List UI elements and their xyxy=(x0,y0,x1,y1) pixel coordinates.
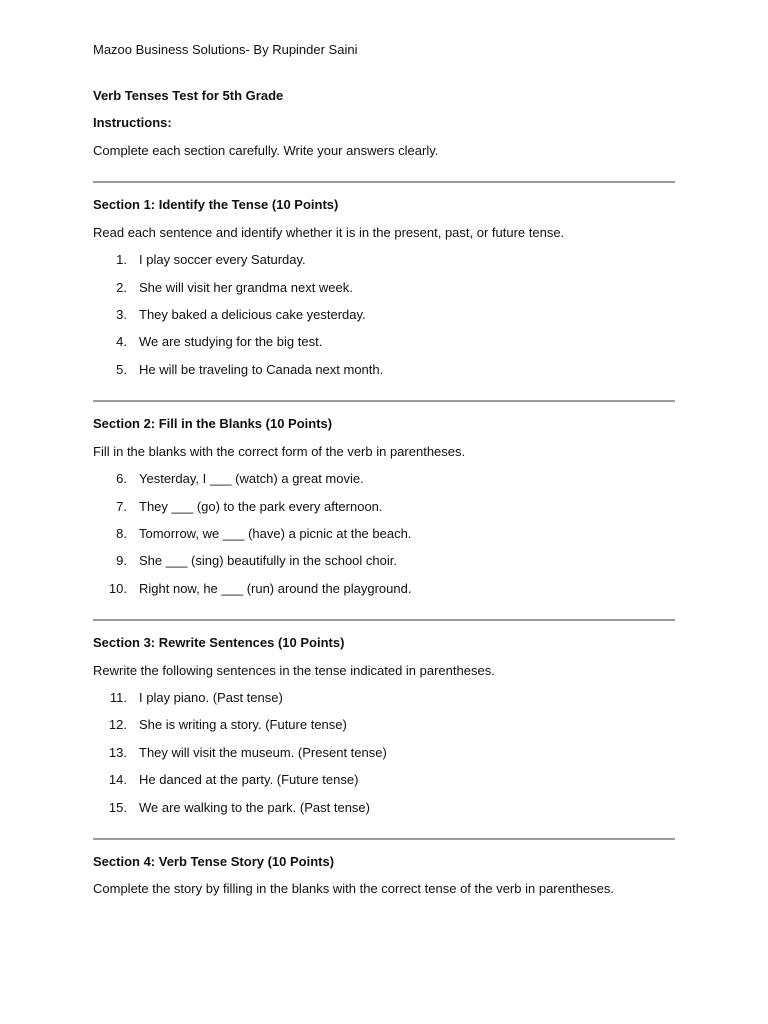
list-item xyxy=(93,800,370,816)
list-item xyxy=(93,553,397,569)
section-divider xyxy=(93,619,675,621)
item-text: She ___ (sing) beautifully in the school choir. xyxy=(139,553,397,568)
item-number: 5. xyxy=(116,362,127,377)
item-number: 9. xyxy=(116,553,127,568)
section-1-intro: Read each sentence and identify whether it is in the present, past, or future tense. xyxy=(93,225,565,240)
document-title: Verb Tenses Test for 5th Grade xyxy=(93,88,284,103)
list-item xyxy=(93,581,411,597)
section-2-heading: Section 2: Fill in the Blanks (10 Points) xyxy=(93,416,333,431)
author-line: Mazoo Business Solutions- By Rupinder Saini xyxy=(93,42,358,57)
section-4-heading: Section 4: Verb Tense Story (10 Points) xyxy=(93,854,335,869)
section-divider xyxy=(93,181,675,183)
instructions-text: Complete each section carefully. Write your answers clearly. xyxy=(93,143,439,158)
item-text: Right now, he ___ (run) around the playground. xyxy=(139,581,412,596)
item-text: They baked a delicious cake yesterday. xyxy=(139,307,366,322)
item-text: She is writing a story. (Future tense) xyxy=(139,717,347,732)
item-text: He danced at the party. (Future tense) xyxy=(139,772,359,787)
item-number: 14. xyxy=(108,772,127,787)
list-item xyxy=(93,772,358,788)
item-text: They will visit the museum. (Present tense) xyxy=(139,745,387,760)
item-number: 1. xyxy=(116,252,127,267)
item-text: He will be traveling to Canada next month. xyxy=(139,362,384,377)
item-number: 13. xyxy=(108,745,127,760)
item-text: I play soccer every Saturday. xyxy=(139,252,306,267)
list-item xyxy=(93,307,366,323)
item-number: 4. xyxy=(116,334,127,349)
section-divider xyxy=(93,400,675,402)
list-item xyxy=(93,334,322,350)
item-number: 7. xyxy=(116,499,127,514)
item-text: Tomorrow, we ___ (have) a picnic at the beach. xyxy=(139,526,412,541)
list-item xyxy=(93,280,353,296)
section-1-heading: Section 1: Identify the Tense (10 Points) xyxy=(93,197,339,212)
item-number: 12. xyxy=(108,717,127,732)
item-number: 15. xyxy=(108,800,127,815)
item-number: 8. xyxy=(116,526,127,541)
section-4-intro: Complete the story by filling in the blanks with the correct tense of the verb in parentheses. xyxy=(93,881,614,896)
item-number: 11. xyxy=(109,690,127,705)
list-item xyxy=(93,471,364,487)
list-item xyxy=(93,745,387,761)
section-2-intro: Fill in the blanks with the correct form of the verb in parentheses. xyxy=(93,444,466,459)
list-item xyxy=(93,252,306,268)
list-item xyxy=(93,499,383,515)
instructions-label: Instructions: xyxy=(93,115,172,130)
item-text: They ___ (go) to the park every afternoon. xyxy=(139,499,383,514)
item-text: We are studying for the big test. xyxy=(139,334,323,349)
item-number: 2. xyxy=(116,280,127,295)
list-item xyxy=(93,690,283,706)
item-number: 6. xyxy=(116,471,127,486)
section-3-intro: Rewrite the following sentences in the tense indicated in parentheses. xyxy=(93,663,495,678)
section-3-heading: Section 3: Rewrite Sentences (10 Points) xyxy=(93,635,345,650)
item-text: We are walking to the park. (Past tense) xyxy=(139,800,370,815)
item-number: 3. xyxy=(116,307,127,322)
item-text: Yesterday, I ___ (watch) a great movie. xyxy=(139,471,364,486)
list-item xyxy=(93,362,383,378)
list-item xyxy=(93,526,411,542)
item-number: 10. xyxy=(108,581,127,596)
list-item xyxy=(93,717,347,733)
item-text: I play piano. (Past tense) xyxy=(139,690,283,705)
item-text: She will visit her grandma next week. xyxy=(139,280,353,295)
section-divider xyxy=(93,838,675,840)
